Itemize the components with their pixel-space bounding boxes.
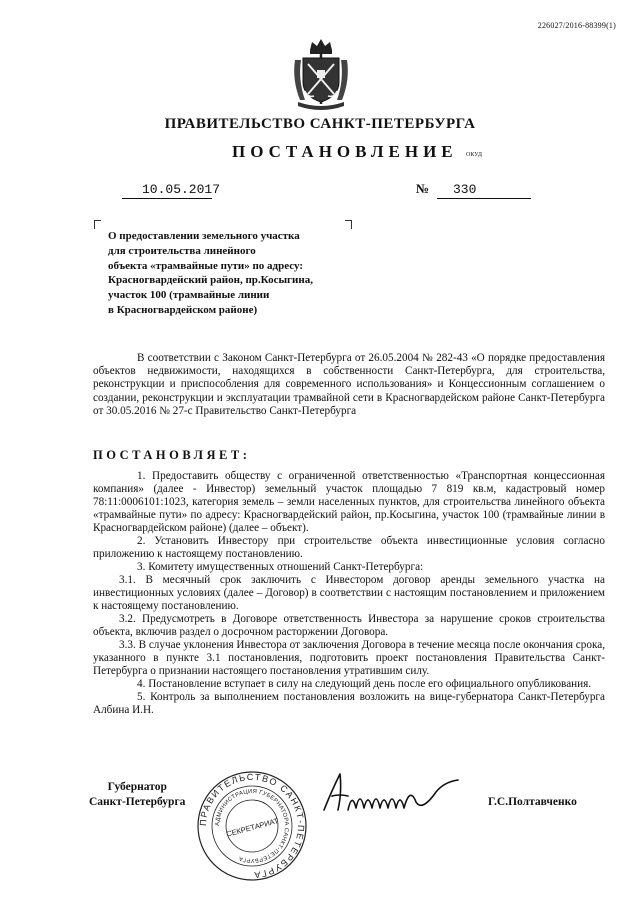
preamble-paragraph: В соответствии с Законом Санкт-Петербурга от 26.05.2004 № 282-43 «О порядке предоставления объектов недвижимости, находящихся в собственности Санкт-Петербурга, для строительства, реконструкции и приспособления для современного использования» и Концессионным соглашением о создании, реконструкции и эксплуатации трамвайной сети в Красногвардейском районе Санкт-Петербурга от 30.05.2016 № 27-с Правительство Санкт-Петербурга <box>93 352 605 417</box>
number-field <box>437 180 531 199</box>
document-registry-number: 226027/2016-88399(1) <box>537 21 616 30</box>
decree-item-3-3: 3.3. В случае уклонения Инвестора от заключения Договора в течение месяца после окончания срока, указанного в пункте 3.1 постановления, подготовить проект постановления Правительства Санкт-Петербурга о признании настоящего постановления утратившим силу. <box>93 639 605 677</box>
decree-item-3: 3. Комитету имущественных отношений Санкт-Петербурга: <box>137 561 424 573</box>
signatory-title-line1: Губернатор <box>107 781 167 793</box>
subject-line: участок 100 (трамвайные линии <box>108 289 270 302</box>
decree-item-3-1: 3.1. В месячный срок заключить с Инвестором договор аренды земельного участка на инвестиционных условиях (далее – Договор) в соответствии с настоящим постановлением и приложением к настоящему постановлению. <box>93 574 605 612</box>
official-seal-stamp <box>196 770 308 882</box>
svg-text:ПРАВИТЕЛЬСТВО САНКТ-ПЕТЕРБУРГА: ПРАВИТЕЛЬСТВО САНКТ-ПЕТЕРБУРГА <box>197 771 307 881</box>
subject-line: Красногвардейский район, пр.Косыгина, <box>108 274 313 287</box>
subject-line: в Красногвардейском районе) <box>108 303 258 316</box>
st-petersburg-coat-of-arms-icon <box>290 36 352 112</box>
document-number: 330 <box>453 182 477 197</box>
document-date: 10.05.2017 <box>142 182 221 197</box>
decree-item-1: 1. Предоставить обществу с ограниченной ответственностью «Транспортная концессионная компания» (далее - Инвестор) земельный участок площадью 7 819 кв.м, кадастровый номер 78:11:0006101:1023, категория земель – земли населенных пунктов, для строительства линейного объекта «трамвайные пути» по адресу: Красногвардейский район, пр.Косыгина, участок 100 (трамвайные линии в Красногвардейском районе) (далее – объект). <box>93 470 605 534</box>
subject-corner-left <box>94 220 101 229</box>
decree-items <box>93 470 605 717</box>
decree-heading: ПОСТАНОВЛЯЕТ: <box>93 448 251 462</box>
svg-text:СЕКРЕТАРИАТ: СЕКРЕТАРИАТ <box>225 816 280 839</box>
okud-label: ОКУД <box>466 152 482 158</box>
decree-subject <box>108 229 358 318</box>
decree-item-3-2: 3.2. Предусмотреть в Договоре ответственность Инвестора за нарушение сроков строительства объекта, включив раздел о досрочном расторжении Договора. <box>93 613 605 638</box>
signatory-title <box>89 780 185 810</box>
subject-line: объекта «трамвайные пути» по адресу: <box>108 259 304 272</box>
government-title: ПРАВИТЕЛЬСТВО САНКТ-ПЕТЕРБУРГА <box>164 116 476 132</box>
subject-line: для строительства линейного <box>108 244 256 257</box>
document-type-title: ПОСТАНОВЛЕНИЕ <box>232 142 458 161</box>
handwritten-signature <box>318 762 468 824</box>
signatory-title-line2: Санкт-Петербурга <box>89 796 186 808</box>
decree-item-2: 2. Установить Инвестору при строительстве объекта инвестиционные условия согласно приложению к настоящему постановлению. <box>93 535 605 560</box>
subject-line: О предоставлении земельного участка <box>108 230 300 242</box>
decree-item-4: 4. Постановление вступает в силу на следующий день после его официального опубликования. <box>137 678 592 690</box>
number-sign: № <box>416 181 430 196</box>
decree-item-5: 5. Контроль за выполнением постановления возложить на вице-губернатора Санкт-Петербурга Албина И.Н. <box>93 691 605 716</box>
subject-corner-right <box>345 220 352 229</box>
signatory-name: Г.С.Полтавченко <box>488 796 577 808</box>
svg-text:АДМИНИСТРАЦИЯ ГУБЕРНАТОРА САНК: АДМИНИСТРАЦИЯ ГУБЕРНАТОРА САНКТ-ПЕТЕРБУРГА <box>214 788 290 864</box>
date-field <box>122 180 221 199</box>
